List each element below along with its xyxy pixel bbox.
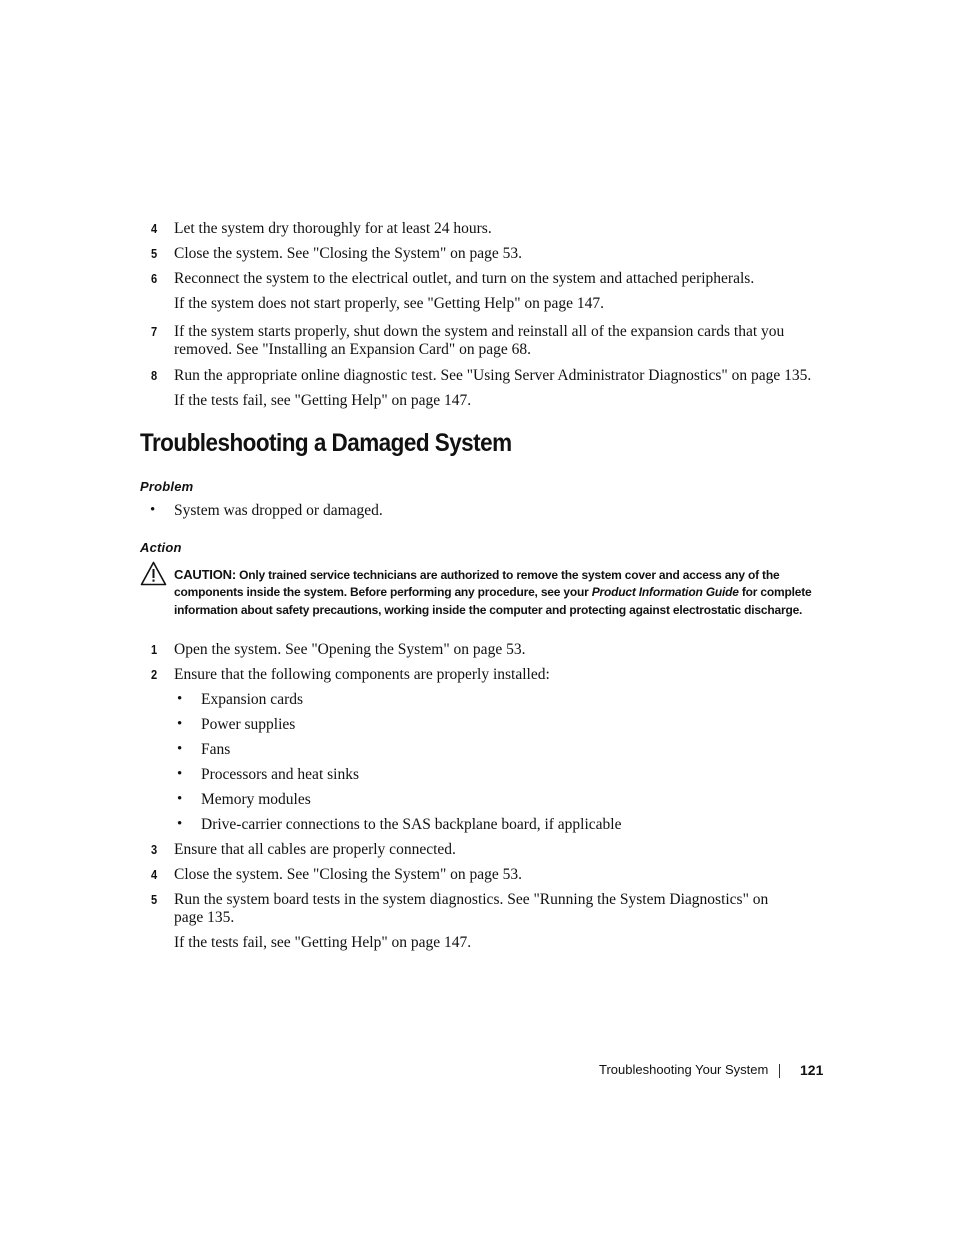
step-text: Close the system. See "Closing the System" on page 53. — [174, 866, 523, 883]
step-number: 5 — [151, 246, 158, 261]
step-number: 8 — [151, 368, 158, 383]
bullet-icon: • — [150, 502, 156, 518]
step-text: Let the system dry thoroughly for at least 24 hours. — [174, 220, 492, 237]
list-item: Fans — [201, 741, 231, 758]
bullet-icon: • — [177, 766, 183, 782]
bullet-icon: • — [177, 791, 183, 807]
step-number: 3 — [151, 842, 158, 857]
step-number: 4 — [151, 867, 158, 882]
step-text: Ensure that the following components are properly installed: — [174, 666, 550, 683]
warning-triangle-icon — [140, 561, 167, 586]
caution-notice — [174, 566, 824, 619]
step-number: 6 — [151, 271, 158, 286]
page-number: 121 — [800, 1062, 824, 1078]
step-note: If the tests fail, see "Getting Help" on page 147. — [174, 392, 472, 409]
step-text: Run the system board tests in the system diagnostics. See "Running the System Diagnostics" on page 135. — [174, 891, 769, 926]
section-title: Troubleshooting a Damaged System — [140, 429, 512, 457]
footer-divider — [779, 1064, 780, 1078]
list-item: Memory modules — [201, 791, 311, 808]
problem-text: System was dropped or damaged. — [174, 502, 383, 519]
step-number: 7 — [151, 324, 158, 339]
list-item: Drive-carrier connections to the SAS backplane board, if applicable — [201, 816, 622, 833]
step-text: If the system starts properly, shut down the system and reinstall all of the expansion cards that you removed. See "Installing an Expansion Card" on page 68. — [174, 323, 785, 358]
step-text: Close the system. See "Closing the System" on page 53. — [174, 245, 523, 262]
footer-chapter: Troubleshooting Your System — [599, 1062, 769, 1077]
step-number: 5 — [151, 892, 158, 907]
list-item: Power supplies — [201, 716, 296, 733]
step-text: Reconnect the system to the electrical outlet, and turn on the system and attached peripherals. — [174, 270, 755, 287]
guide-title: Product Information Guide — [591, 585, 739, 600]
list-item: Expansion cards — [201, 691, 304, 708]
bullet-icon: • — [177, 816, 183, 832]
bullet-icon: • — [177, 691, 183, 707]
action-label: Action — [140, 540, 182, 555]
bullet-icon: • — [177, 741, 183, 757]
caution-text: Only trained service technicians are authorized to remove the system cover and access any of the components inside the system. Before performing any procedure, see your — [174, 568, 780, 600]
caution-label: CAUTION: — [174, 567, 236, 582]
step-number: 4 — [151, 221, 158, 236]
problem-label: Problem — [140, 479, 194, 494]
step-text: Ensure that all cables are properly connected. — [174, 841, 456, 858]
step-number: 2 — [151, 667, 158, 682]
caution-text-end: for complete information about safety precautions, working inside the computer and protecting against electrostatic discharge. — [174, 585, 812, 617]
step-text: Run the appropriate online diagnostic test. See "Using Server Administrator Diagnostics" on page 135. — [174, 367, 812, 384]
list-item: Processors and heat sinks — [201, 766, 359, 783]
step-note: If the tests fail, see "Getting Help" on page 147. — [174, 934, 472, 951]
bullet-icon: • — [177, 716, 183, 732]
step-note: If the system does not start properly, see "Getting Help" on page 147. — [174, 295, 605, 312]
step-text: Open the system. See "Opening the System" on page 53. — [174, 641, 526, 658]
step-number: 1 — [151, 642, 158, 657]
